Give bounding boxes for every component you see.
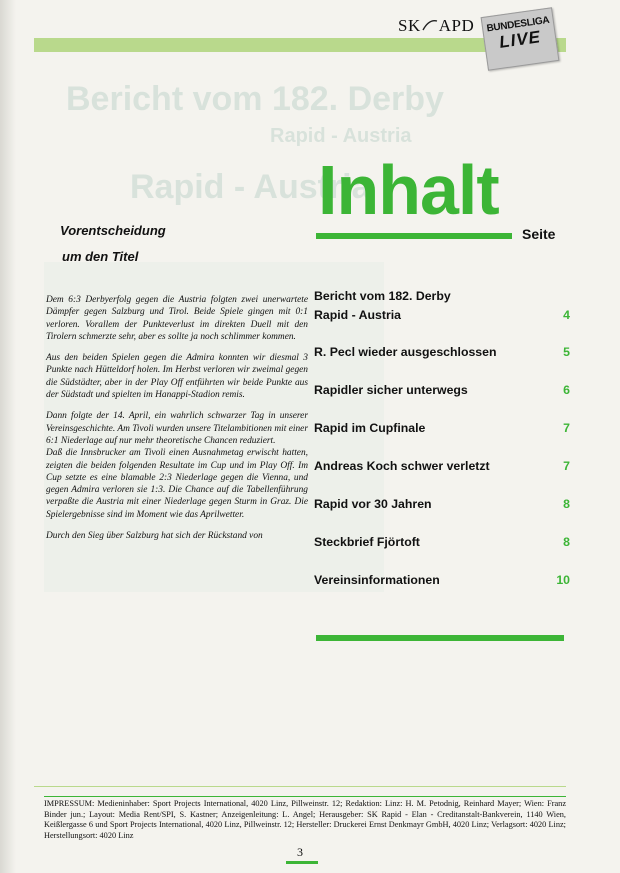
- page-title: Inhalt: [318, 151, 499, 229]
- bundesliga-live-badge: [481, 7, 560, 70]
- intro-paragraph: Aus den beiden Spielen gegen die Admira konnten wir diesmal 3 Punkte nach Hütteldorf holen. Im Herbst verloren wir zweimal gegen die Südstädter, aber in der Play Off entführten wir beide Punkte aus der Südstadt und spielten im Hanappi-Stadion remis.: [46, 353, 308, 401]
- brand-logo: [398, 16, 474, 36]
- toc-entry[interactable]: [314, 419, 570, 438]
- toc-entry-page: 7: [563, 421, 570, 435]
- toc-entry[interactable]: [314, 457, 570, 476]
- toc-entry[interactable]: [314, 495, 570, 514]
- page-number: 3: [297, 845, 303, 859]
- intro-heading: [60, 218, 280, 270]
- toc-entry-page: 10: [556, 573, 570, 587]
- toc-entry[interactable]: [314, 343, 570, 362]
- impressum: IMPRESSUM: Medieninhaber: Sport Projects International, 4020 Linz, Pillweinstr. 12; Redaktion: Linz: H. M. Petodnig, Reinhard Mayer; Wien: Franz Binder jun.; Layout: Media Rent/SPI, S. Kastner; Anzeigenleitung: L. Angel; Herausgeber: SK Rapid - Elan - Creditanstalt-Bankverein, 1140 Wien, Keißlergasse 6 und Sport Projects International, 4020 Linz, Pillweinstr. 12; Hersteller: Druckerei Ernst Denkmayr GmbH, 4020 Linz; Verlagsort: 4020 Linz; Herstellungsort: 4020 Linz: [44, 796, 566, 841]
- toc-entry-page: 6: [563, 383, 570, 397]
- badge-line-2: LIVE: [498, 27, 543, 52]
- toc-entry-title: Andreas Koch schwer verletzt: [314, 459, 490, 473]
- impressum-divider: [34, 786, 566, 787]
- brand-text-right: AP: [438, 16, 462, 35]
- page-column-label: Seite: [522, 226, 556, 242]
- toc-entry-title: Vereinsinformationen: [314, 573, 440, 587]
- toc-entry-subtitle: Rapid - Austria: [314, 308, 401, 322]
- show-through-text: Rapid - Austria: [130, 168, 371, 206]
- toc-entry-page: 4: [563, 308, 570, 322]
- page-number-underline: [286, 861, 318, 864]
- toc-entry-page: 8: [563, 535, 570, 549]
- toc-entry-title: Bericht vom 182. Derby: [314, 289, 451, 303]
- intro-paragraph: Dann folgte der 14. April, ein wahrlich schwarzer Tag in unserer Vereinsgeschichte. Am Tivoli wurden unsere Titelambitionen mit einer 6:1 Niederlage auf nur mehr theoretische Chancen reduziert.: [46, 411, 308, 446]
- show-through-text: Bericht vom 182. Derby: [66, 80, 444, 118]
- toc-entry-title: Steckbrief Fjörtoft: [314, 535, 420, 549]
- intro-paragraph: Daß die Innsbrucker am Tivoli einen Ausnahmetag erwischt hatten, zeigten die beiden folgenden Resultate im Cup und im Play Off. Im Cup setzte es eine blamable 2:3 Niederlage gegen die Vienna, und gegen Admira verloren sie 1:3. Die Chance auf die Tabellenführung verpaßte die Austria mit einer Niederlage gegen Sturm in Graz. Die Spielergebnisse sind im Moment wie das Aprilwetter.: [46, 448, 308, 520]
- toc-entry[interactable]: [314, 533, 570, 552]
- toc-entry-title: Rapid im Cupfinale: [314, 421, 426, 435]
- brand-text-left: SK: [398, 16, 421, 35]
- show-through-text: Rapid - Austria: [270, 125, 412, 147]
- toc-entry-page: 7: [563, 459, 570, 473]
- toc-entry[interactable]: [314, 571, 570, 590]
- intro-heading-line-2: um den Titel: [62, 249, 139, 264]
- page-edge-shadow: [0, 0, 16, 873]
- toc-entry-page: 8: [563, 497, 570, 511]
- rapid-emblem-icon: [421, 18, 439, 32]
- toc-entry[interactable]: [314, 287, 570, 325]
- intro-heading-line-1: Vorentscheidung: [60, 223, 166, 238]
- toc-entry-page: 5: [563, 345, 570, 359]
- toc-entry-title: Rapid vor 30 Jahren: [314, 497, 432, 511]
- toc-entry-title: Rapidler sicher unterwegs: [314, 383, 468, 397]
- intro-body: [46, 294, 308, 551]
- toc-entry-title: R. Pecl wieder ausgeschlossen: [314, 345, 497, 359]
- toc-entry[interactable]: [314, 381, 570, 400]
- toc-bottom-rule: [316, 635, 564, 641]
- intro-paragraph: Dem 6:3 Derbyerfolg gegen die Austria folgten zwei unerwartete Dämpfer gegen Salzburg und Tirol. Beide Spiele gingen mit 0:1 verloren. Vorallem der Punkteverlust im direkten Duell mit den Tirolern schmerzte sehr, aber es sollte ja noch schlimmer kommen.: [46, 295, 308, 342]
- brand-text-last: D: [461, 16, 475, 35]
- title-underline: [316, 233, 512, 239]
- badge-line-1: BUNDESLIGA: [485, 14, 551, 35]
- intro-paragraph: Durch den Sieg über Salzburg hat sich der Rückstand von: [46, 531, 263, 542]
